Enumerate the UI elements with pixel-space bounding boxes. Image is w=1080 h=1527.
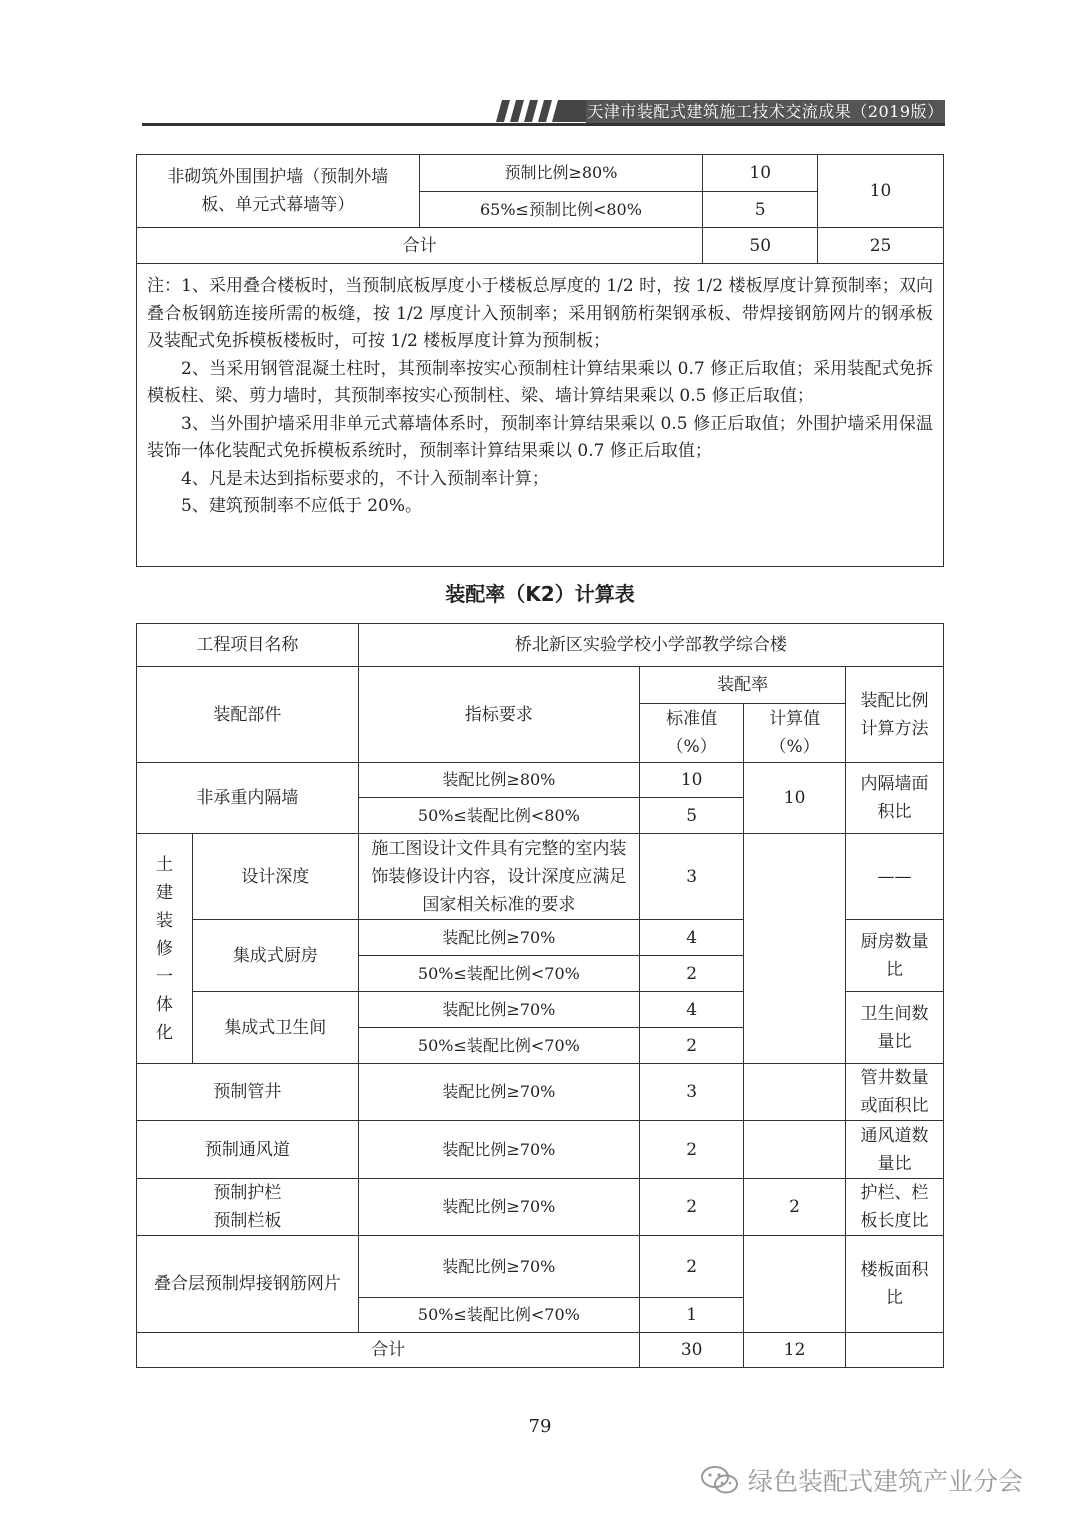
standard-value: 10	[703, 155, 818, 192]
requirement-cell: 预制比例≥80%	[419, 155, 703, 192]
requirement-cell: 50%≤装配比例<70%	[358, 1028, 640, 1064]
header-method: 装配比例计算方法	[846, 667, 944, 763]
standard-value: 2	[640, 1236, 744, 1298]
standard-value: 2	[640, 956, 744, 992]
method-cell: 管井数量或面积比	[846, 1064, 944, 1121]
requirement-cell: 装配比例≥70%	[358, 1064, 640, 1121]
watermark-text: 绿色装配式建筑产业分会	[748, 1467, 1024, 1496]
total-standard: 50	[703, 228, 818, 264]
standard-value: 2	[640, 1179, 744, 1236]
mesh-name: 叠合层预制焊接钢筋网片	[137, 1236, 359, 1333]
standard-value: 2	[640, 1121, 744, 1179]
note-4: 4、凡是未达到指标要求的，不计入预制率计算；	[181, 468, 549, 489]
requirement-cell: 50%≤装配比例<70%	[358, 956, 640, 992]
calc-value: 2	[744, 1179, 846, 1236]
project-label: 工程项目名称	[137, 624, 359, 667]
header-rule	[142, 123, 945, 126]
standard-value: 5	[640, 798, 744, 834]
project-name: 桥北新区实验学校小学部教学综合楼	[358, 624, 943, 667]
wechat-icon	[700, 1464, 740, 1496]
standard-value: 1	[640, 1298, 744, 1333]
design-name: 设计深度	[192, 834, 358, 920]
calc-value-empty	[744, 1064, 846, 1121]
kitchen-name: 集成式厨房	[192, 920, 358, 992]
header-component: 装配部件	[137, 667, 359, 763]
group-label: 土 建 装 修 一 体 化	[137, 834, 193, 1064]
calc-value: 10	[818, 155, 944, 228]
header-rate: 装配率	[640, 667, 846, 704]
method-cell: 卫生间数量比	[846, 992, 944, 1064]
requirement-cell: 装配比例≥70%	[358, 1121, 640, 1179]
method-cell: 护栏、栏板长度比	[846, 1179, 944, 1236]
total-calc: 12	[744, 1333, 846, 1368]
note-2: 2、当采用钢管混凝土柱时，其预制率按实心预制柱计算结果乘以 0.7 修正后取值；采用装配式免拆模板柱、梁、剪力墙时，其预制率按实心预制柱、梁、墙计算结果乘以 0.5 修正后取值；	[147, 358, 933, 406]
rail-name: 预制护栏 预制栏板	[137, 1179, 359, 1236]
standard-value: 2	[640, 1028, 744, 1064]
note-5: 5、建筑预制率不应低于 20%。	[181, 496, 423, 516]
requirement-cell: 50%≤装配比例<80%	[358, 798, 640, 834]
requirement-cell: 65%≤预制比例<80%	[419, 192, 703, 228]
standard-value: 10	[640, 763, 744, 798]
standard-value: 5	[703, 192, 818, 228]
method-cell: 楼板面积比	[846, 1236, 944, 1333]
running-header: 天津市装配式建筑施工技术交流成果（2019版）	[587, 102, 944, 121]
watermark	[700, 1460, 1023, 1500]
prefab-rate-table-continued	[136, 154, 944, 264]
requirement-cell: 装配比例≥80%	[358, 763, 640, 798]
header-standard: 标准值（%）	[640, 704, 744, 763]
calc-value: 10	[744, 763, 846, 834]
standard-value: 3	[640, 1064, 744, 1121]
shaft-name: 预制管井	[137, 1064, 359, 1121]
assembly-rate-table	[136, 623, 944, 1368]
requirement-cell: 装配比例≥70%	[358, 920, 640, 956]
total-standard: 30	[640, 1333, 744, 1368]
calc-value-empty	[744, 1236, 846, 1333]
standard-value: 3	[640, 834, 744, 920]
calc-value-empty	[744, 834, 846, 1064]
header-calc: 计算值（%）	[744, 704, 846, 763]
method-cell: 通风道数量比	[846, 1121, 944, 1179]
duct-name: 预制通风道	[137, 1121, 359, 1179]
requirement-cell: 装配比例≥70%	[358, 1179, 640, 1236]
method-cell: 内隔墙面积比	[846, 763, 944, 834]
page-number: 79	[528, 1416, 552, 1437]
total-label: 合计	[137, 1333, 640, 1368]
total-label: 合计	[137, 228, 703, 264]
total-calc: 25	[818, 228, 944, 264]
note-3: 3、当外围护墙采用非单元式幕墙体系时，预制率计算结果乘以 0.5 修正后取值；外围护墙采用保温装饰一体化装配式免拆模板系统时，预制率计算结果乘以 0.7 修正后取值；	[147, 413, 933, 461]
total-method-empty	[846, 1333, 944, 1368]
notes-block	[136, 263, 944, 567]
method-cell: ——	[846, 834, 944, 920]
requirement-cell: 50%≤装配比例<70%	[358, 1298, 640, 1333]
partition-name: 非承重内隔墙	[137, 763, 359, 834]
requirement-cell: 施工图设计文件具有完整的室内装饰装修设计内容，设计深度应满足国家相关标准的要求	[358, 834, 640, 920]
method-cell: 厨房数量比	[846, 920, 944, 992]
requirement-cell: 装配比例≥70%	[358, 1236, 640, 1298]
standard-value: 4	[640, 992, 744, 1028]
bathroom-name: 集成式卫生间	[192, 992, 358, 1064]
note-1: 注：1、采用叠合楼板时，当预制底板厚度小于楼板总厚度的 1/2 时，按 1/2 楼板厚度计算预制率；双向叠合板钢筋连接所需的板缝，按 1/2 厚度计入预制率；采用钢筋桁架钢承板、带焊接钢筋网片的钢承板及装配式免拆模板楼板时，可按 1/2 楼板厚度计算为预制板；	[147, 276, 933, 351]
table2-title: 装配率（K2）计算表	[445, 582, 635, 606]
standard-value: 4	[640, 920, 744, 956]
component-name: 非砌筑外围围护墙（预制外墙板、单元式幕墙等）	[137, 155, 420, 228]
header-requirement: 指标要求	[358, 667, 640, 763]
requirement-cell: 装配比例≥70%	[358, 992, 640, 1028]
calc-value-empty	[744, 1121, 846, 1179]
header-stripes	[494, 100, 586, 122]
